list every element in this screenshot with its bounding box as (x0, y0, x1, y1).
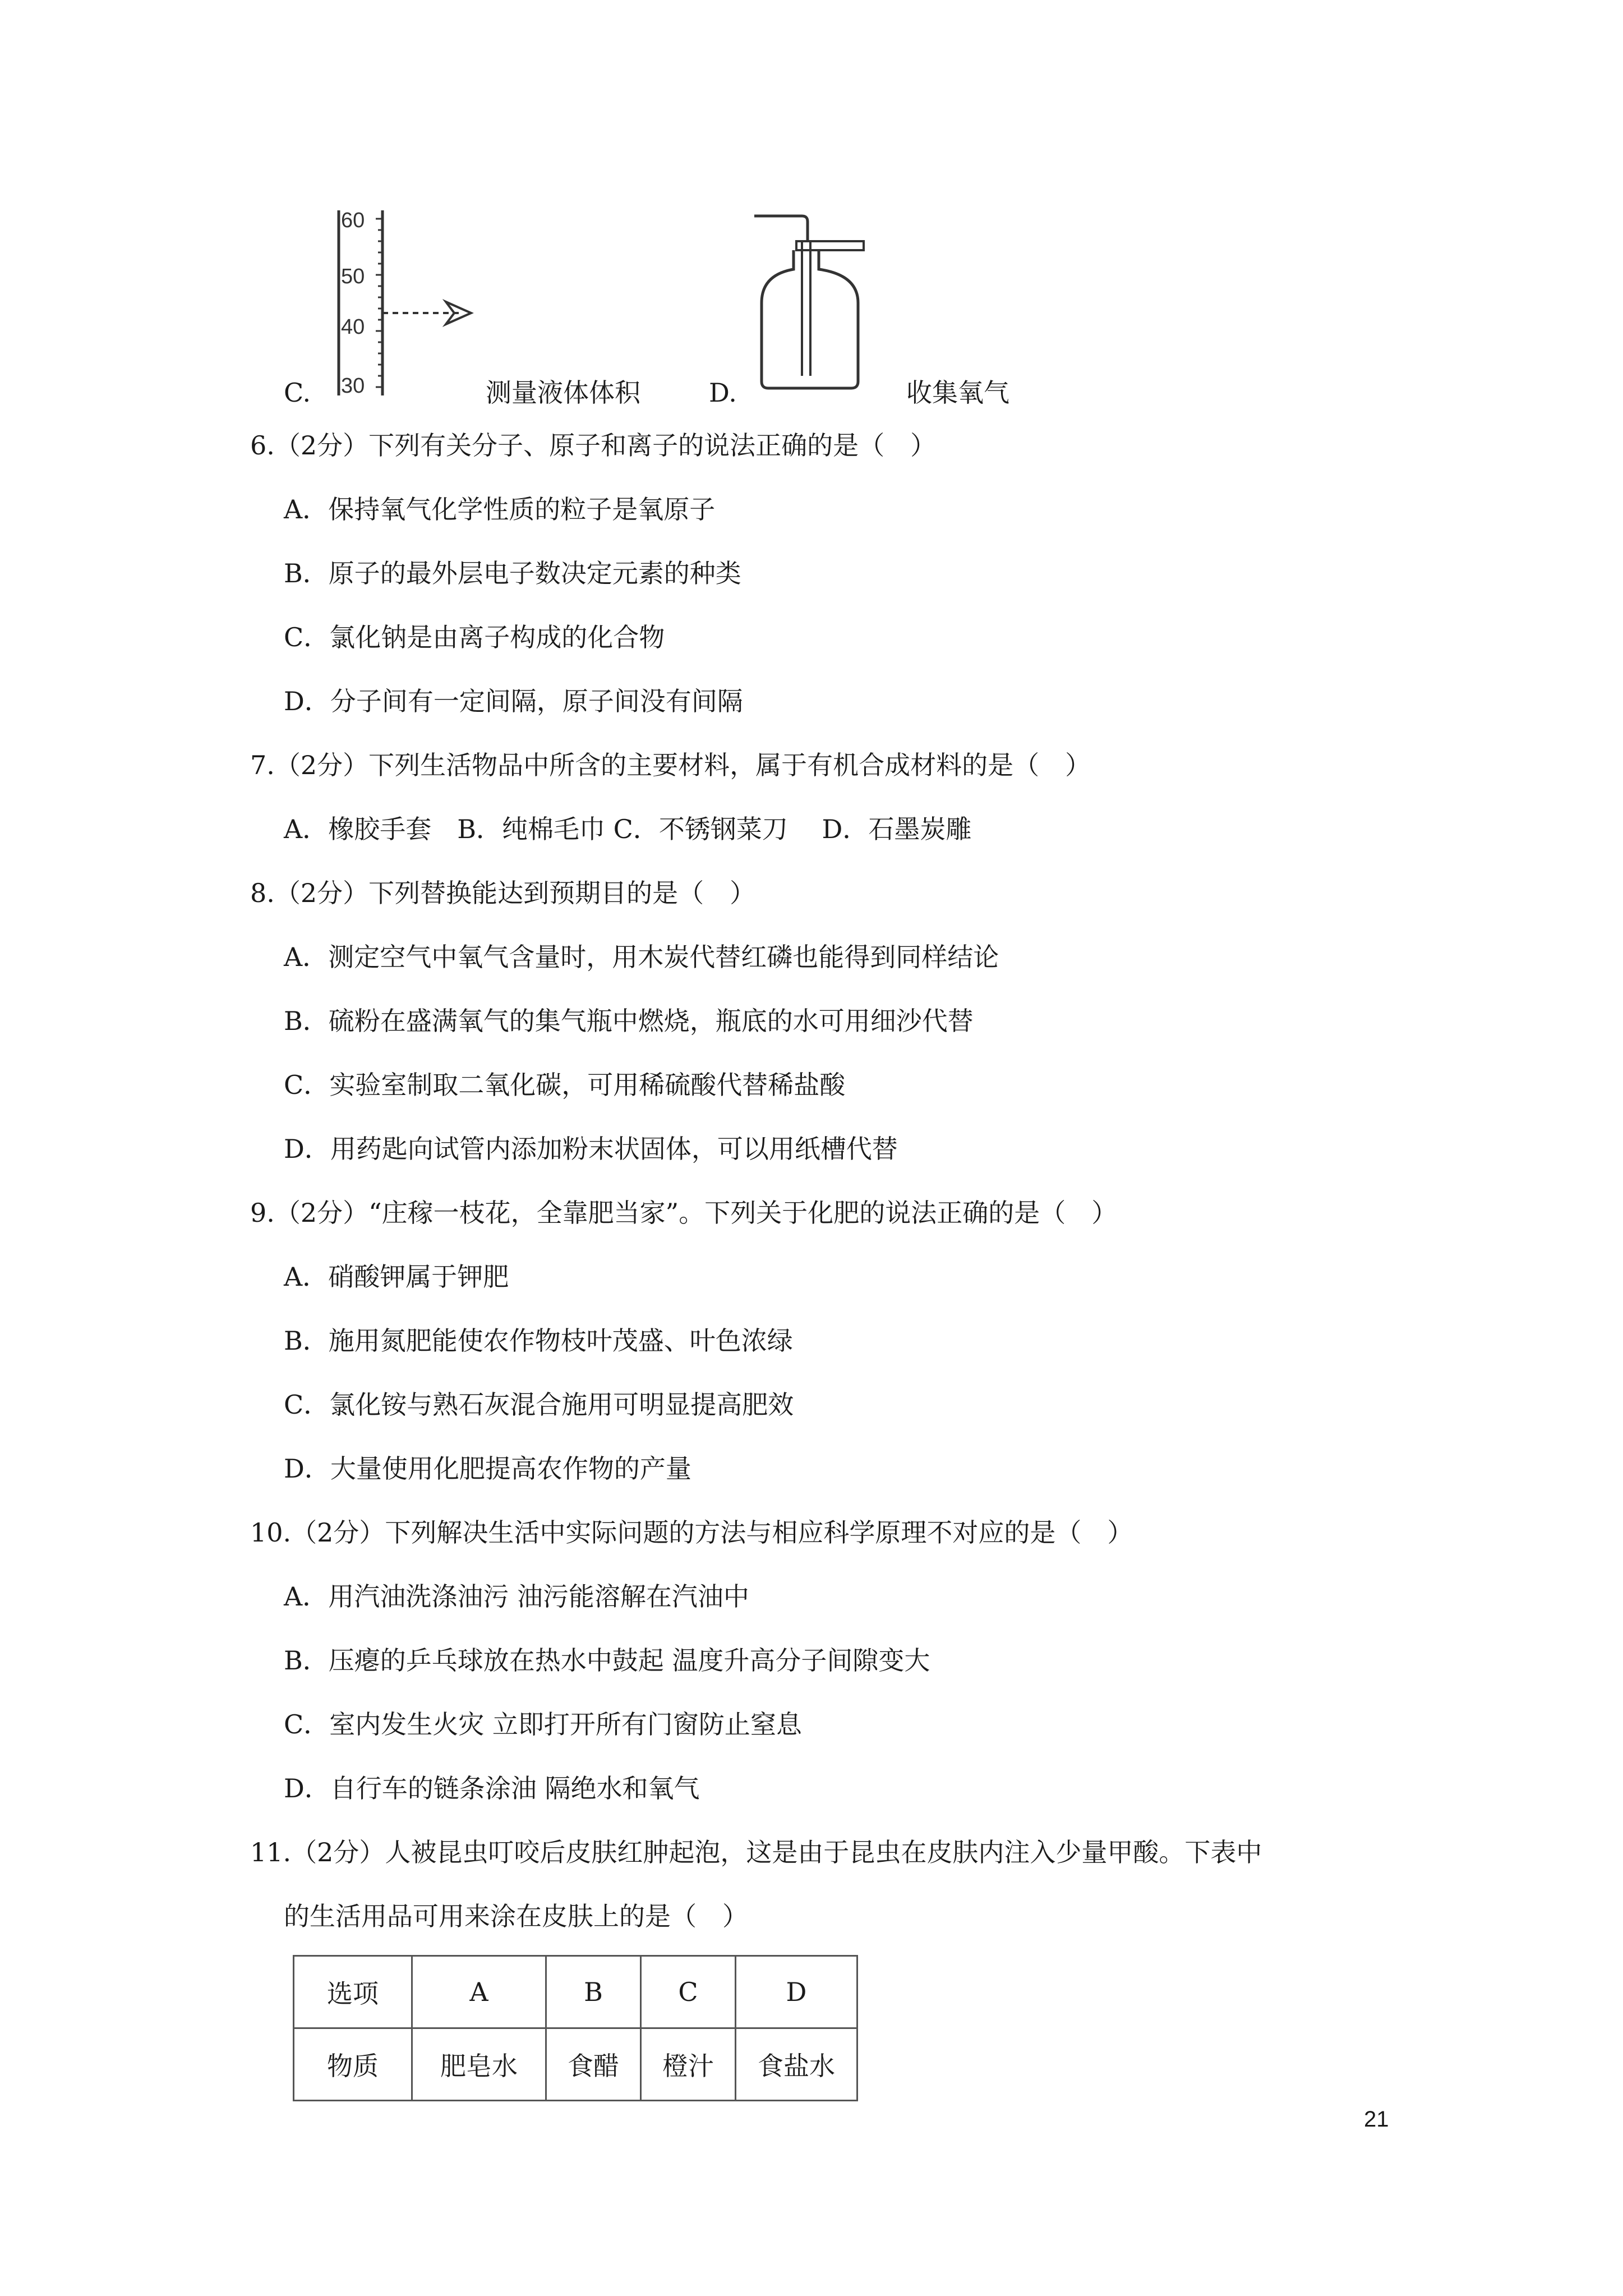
cylinder-tick-30: 30 (341, 374, 365, 398)
table-row (294, 1956, 857, 2028)
q6-option-c: C．氯化钠是由离子构成的化合物 (284, 622, 665, 652)
table-header-cell: D (736, 1956, 857, 2028)
table-cell: 食盐水 (736, 2028, 857, 2101)
table-header-cell: C (641, 1956, 736, 2028)
table-cell: 食醋 (546, 2028, 641, 2101)
cylinder-tick-50: 50 (341, 265, 365, 288)
q10-option-a: A．用汽油洗涤油污 油污能溶解在汽油中 (284, 1581, 749, 1612)
table-header-cell: A (412, 1956, 546, 2028)
table-cell: 肥皂水 (412, 2028, 546, 2101)
q7-options: A．橡胶手套 B．纯棉毛巾 C．不锈钢菜刀 D．石墨炭雕 (284, 814, 972, 844)
q10-option-b: B．压瘪的乒乓球放在热水中鼓起 温度升高分子间隙变大 (284, 1645, 930, 1676)
q8-option-b: B．硫粉在盛满氧气的集气瓶中燃烧，瓶底的水可用细沙代替 (284, 1006, 974, 1036)
q10-option-d: D．自行车的链条涂油 隔绝水和氧气 (284, 1773, 700, 1803)
table-cell: 物质 (294, 2028, 412, 2101)
q8-option-c: C．实验室制取二氧化碳，可用稀硫酸代替稀盐酸 (284, 1070, 846, 1100)
q5-option-c-label: C. (284, 378, 311, 408)
q6-option-d: D．分子间有一定间隔，原子间没有间隔 (284, 686, 743, 716)
table-header-cell: 选项 (294, 1956, 412, 2028)
cylinder-tick-60: 60 (341, 209, 365, 232)
graduated-cylinder-figure (331, 208, 499, 398)
q8-option-a: A．测定空气中氧气含量时，用木炭代替红磷也能得到同样结论 (284, 942, 999, 972)
q7-stem: 7.（2分）下列生活物品中所含的主要材料，属于有机合成材料的是（ ） (250, 750, 1091, 780)
page-number: 21 (1364, 2107, 1389, 2132)
q6-stem: 6.（2分）下列有关分子、原子和离子的说法正确的是（ ） (250, 430, 937, 461)
q9-stem: 9.（2分）“庄稼一枝花，全靠肥当家”。下列关于化肥的说法正确的是（ ） (250, 1198, 1118, 1228)
q11-stem-line2: 的生活用品可用来涂在皮肤上的是（ ） (284, 1901, 748, 1931)
table-cell: 橙汁 (641, 2028, 736, 2101)
table-header-cell: B (546, 1956, 641, 2028)
q9-option-a: A．硝酸钾属于钾肥 (284, 1262, 509, 1292)
gas-collecting-bottle-figure (751, 208, 886, 393)
q9-option-b: B．施用氮肥能使农作物枝叶茂盛、叶色浓绿 (284, 1326, 793, 1356)
table-row (294, 2028, 857, 2101)
q5-option-c-text: 测量液体体积 (486, 378, 640, 408)
q11-stem-line1: 11.（2分）人被昆虫叮咬后皮肤红肿起泡，这是由于昆虫在皮肤内注入少量甲酸。下表中 (250, 1837, 1262, 1867)
q9-option-c: C．氯化铵与熟石灰混合施用可明显提高肥效 (284, 1389, 794, 1420)
q6-option-b: B．原子的最外层电子数决定元素的种类 (284, 558, 741, 588)
q6-option-a: A．保持氧气化学性质的粒子是氧原子 (284, 494, 716, 524)
q9-option-d: D．大量使用化肥提高农作物的产量 (284, 1453, 691, 1484)
cylinder-tick-40: 40 (341, 315, 365, 339)
q11-options-table (293, 1955, 858, 2101)
q8-option-d: D．用药匙向试管内添加粉末状固体，可以用纸槽代替 (284, 1134, 898, 1164)
q10-option-c: C．室内发生火灾 立即打开所有门窗防止窒息 (284, 1709, 802, 1740)
q5-option-d-text: 收集氧气 (906, 378, 1009, 408)
q5-option-d-label: D. (709, 378, 737, 408)
q8-stem: 8.（2分）下列替换能达到预期目的是（ ） (250, 878, 756, 908)
q10-stem: 10.（2分）下列解决生活中实际问题的方法与相应科学原理不对应的是（ ） (250, 1517, 1133, 1548)
